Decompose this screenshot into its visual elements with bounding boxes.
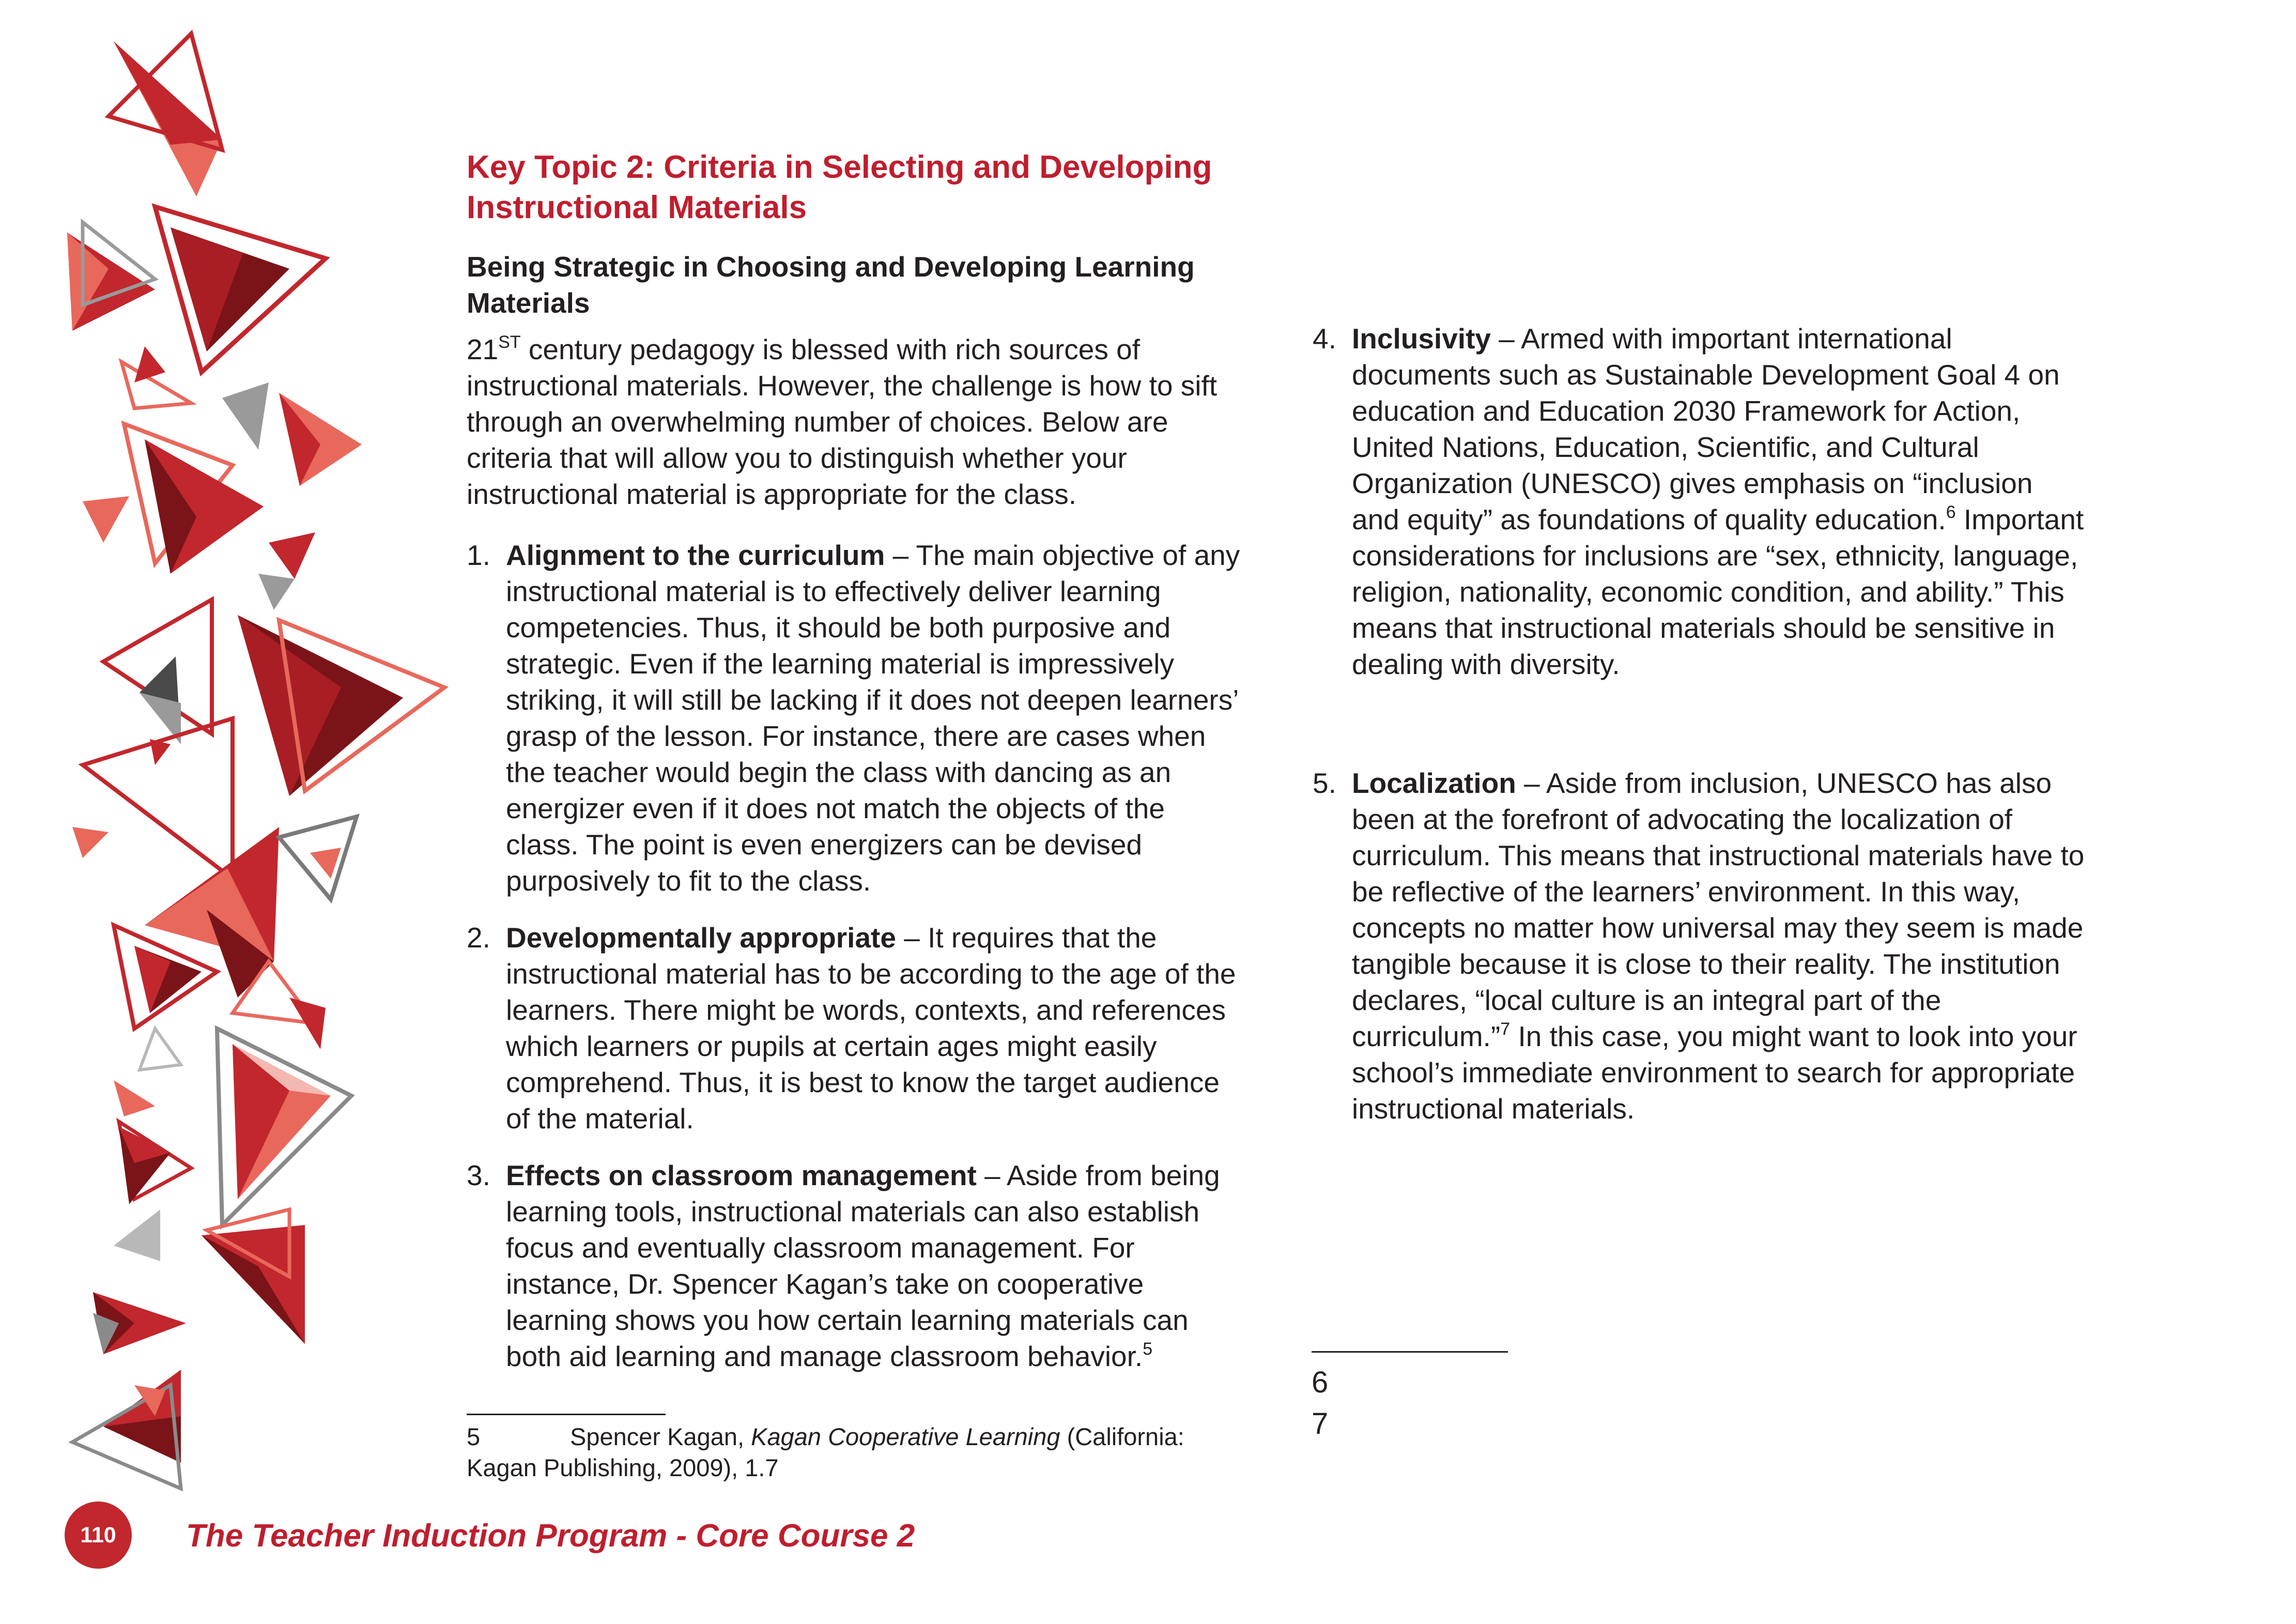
criterion-item: 2. Developmentally appropriate – It requires that the instructional material has to be according to the age of the learners. There might be words, contexts, and references which learners or pupils at certain ages might easily comprehend. Thus, it is best to know the target audience of the material. [467,920,1242,1137]
footnote-ref[interactable]: 5 [1143,1339,1153,1359]
footnote-right [1312,1351,1508,1445]
right-column [1313,320,2088,1127]
footnote-rule [1312,1351,1508,1353]
criterion-item: 1. Alignment to the curriculum – The main objective of any instructional material is to effectively deliver learning competencies. Thus, it should be both purposive and strategic. Even if the learning material is impressively striking, it will still be lacking if it does not deepen learners’ grasp of the lesson. For instance, there are cases when the teacher would begin the class with dancing as an energizer even if it does not match the objects of the class. The point is even energizers can be devised purposively to fit to the class. [467,537,1242,899]
criterion-number: 3. [467,1159,490,1191]
criterion-item: 4. Inclusivity – Armed with important international documents such as Sustainable Development Goal 4 on education and Education 2030 Framework for Action, United Nations, Education, Scientific, and Cultural Organization (UNESCO) gives emphasis on “inclusion and equity” as foundations of quality education.$^6$ Important considerations for inclusions are “sex, ethnicity, language, religion, nationality, economic condition, and ability.” This means that instructional materials should be sensitive in dealing with diversity. [1313,320,2088,682]
criterion-term: Effects on classroom management [506,1159,977,1191]
footnote-number: 7 [1312,1407,1329,1441]
criterion-term: Inclusivity [1352,323,1491,355]
criterion-item: 5. Localization – Aside from inclusion, UNESCO has also been at the forefront of advocating the localization of curriculum. This means that instructional materials have to be reflective of the learners’ environment. In this way, concepts no matter how universal may they seem is made tangible because it is close to their reality. The institution declares, “local culture is an integral part of the curriculum.”$^7$ In this case, you might want to look into your school’s immediate environment to search for appropriate instructional materials. [1313,765,2088,1127]
footnote-rule [467,1414,666,1415]
footnote-number: 6 [1312,1366,1329,1399]
section-subtitle: Being Strategic in Choosing and Developing Learning Materials [467,251,1195,319]
criterion-item: 3. Effects on classroom management – Aside from being learning tools, instructional materials can also establish focus and eventually classroom management. For instance, Dr. Spencer Kagan’s take on cooperative learning shows you how certain learning materials can both aid learning and manage classroom behavior.$^5$ [467,1157,1242,1374]
criterion-term: Developmentally appropriate [506,922,896,954]
section-title: Key Topic 2: Criteria in Selecting and Developing Instructional Materials [467,149,1212,225]
criterion-number: 1. [467,539,490,571]
footnote-left [467,1414,1231,1483]
decorative-triangles [0,0,465,1624]
criterion-term: Alignment to the curriculum [506,539,885,571]
criterion-term: Localization [1352,767,1516,799]
criterion-number: 4. [1313,323,1336,355]
footnote-text: 5 Spencer Kagan, Kagan Cooperative Learning (California: Kagan Publishing, 2009), 1.7 [467,1423,1184,1481]
criterion-number: 5. [1313,767,1336,799]
criterion-number: 2. [467,922,490,954]
left-column [467,147,1242,1374]
footer-title: The Teacher Induction Program - Core Course 2 [186,1518,915,1554]
footnote-ref[interactable]: 6 [1946,502,1956,522]
footnote-ref[interactable]: 7 [1500,1019,1511,1039]
page-number-badge: 110 [65,1502,132,1569]
intro-paragraph: 21ST century pedagogy is blessed with rich sources of instructional materials. However, the challenge is how to sift through an overwhelming number of choices. Below are criteria that will allow you to distinguish whether your instructional material is appropriate for the class. [467,332,1218,510]
